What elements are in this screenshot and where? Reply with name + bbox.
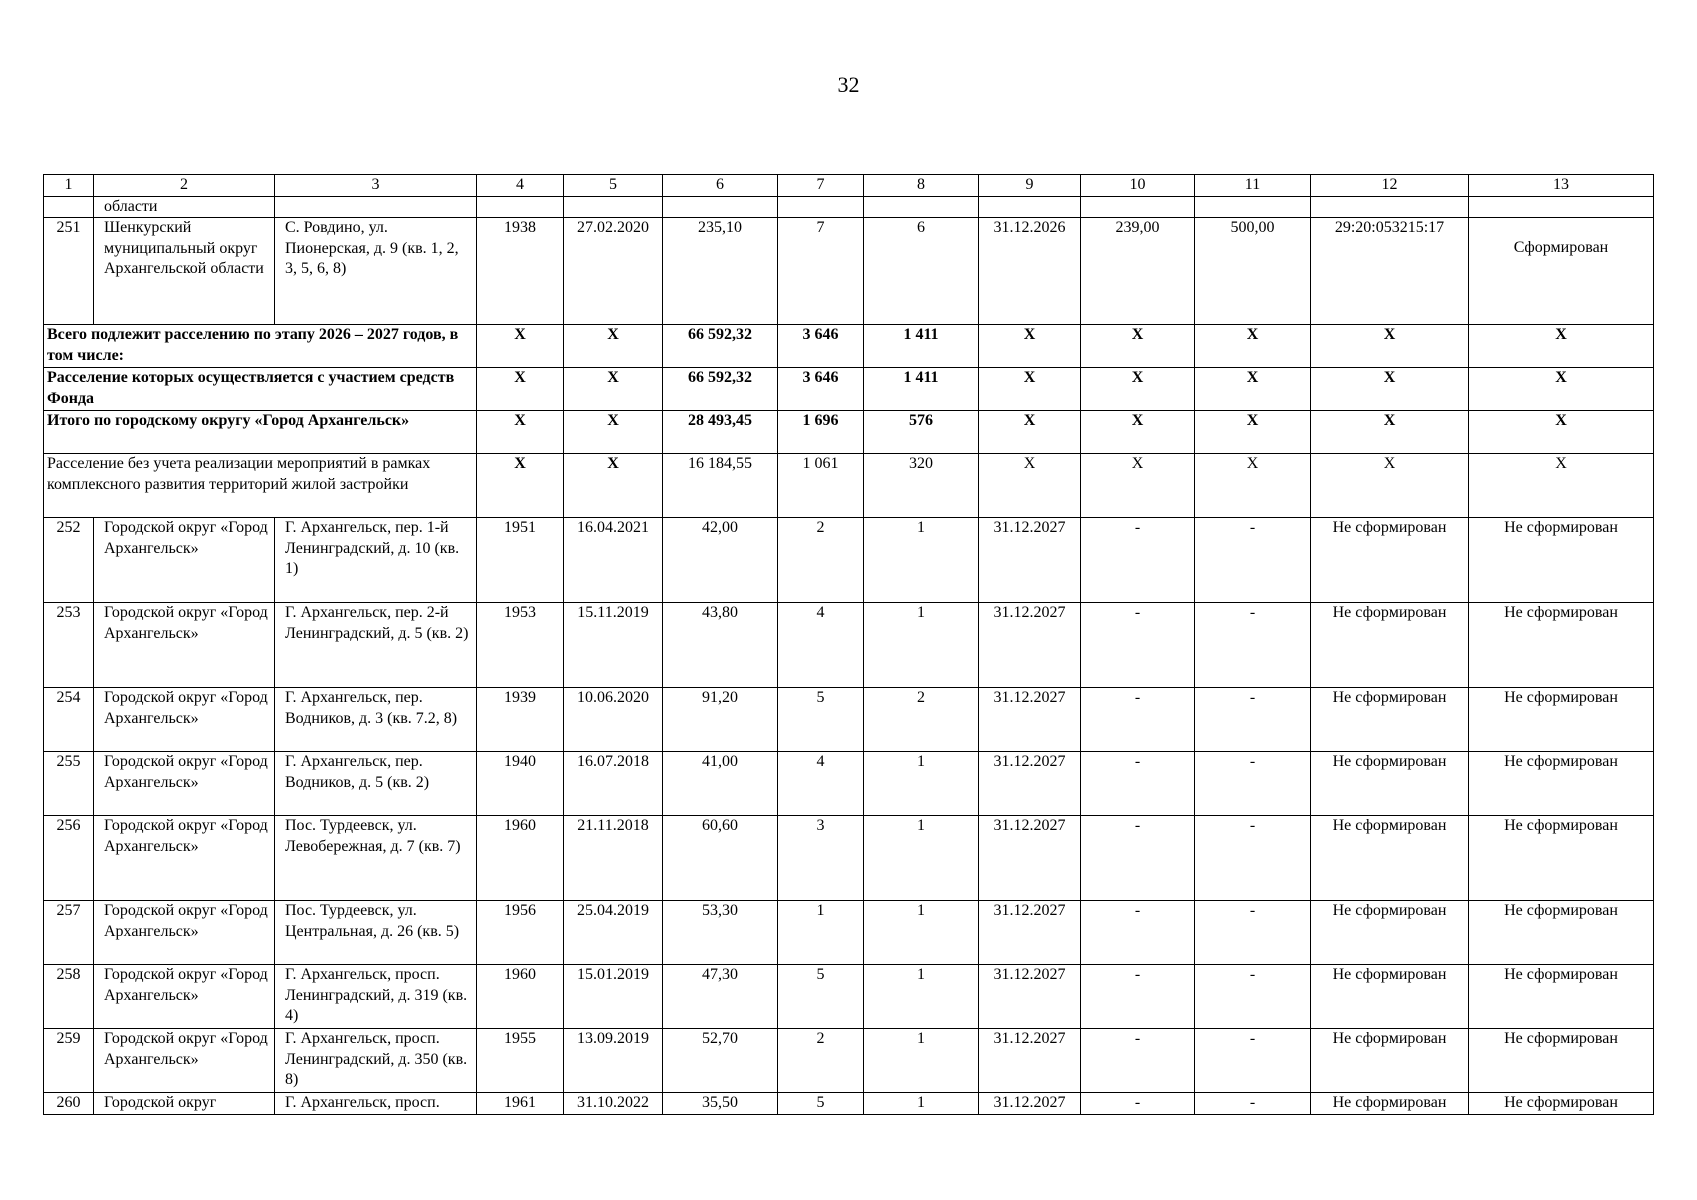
summary-area: 16 184,55	[663, 454, 778, 518]
table-row	[44, 1093, 1654, 1115]
municipality-cell: Городской округ «Город Архангельск»	[94, 901, 275, 965]
column-number: 9	[979, 175, 1081, 197]
date-cell: 15.01.2019	[564, 965, 663, 1029]
col10-cell: -	[1081, 965, 1195, 1029]
row-number: 260	[44, 1093, 94, 1115]
col7-cell: 1	[778, 901, 864, 965]
col13-cell: Не сформирован	[1469, 1029, 1654, 1093]
summary-cell: X	[1311, 368, 1469, 411]
municipality-cell: Городской округ «Город Архангельск»	[94, 816, 275, 901]
year-cell: 1938	[477, 218, 564, 325]
column-number: 5	[564, 175, 663, 197]
summary-cell: X	[1195, 411, 1311, 454]
col12-cell: Не сформирован	[1311, 518, 1469, 603]
col10-cell: -	[1081, 1029, 1195, 1093]
area-cell: 43,80	[663, 603, 778, 688]
year-cell: 1953	[477, 603, 564, 688]
continuation-row	[44, 196, 1654, 218]
summary-cell: X	[1081, 454, 1195, 518]
summary-area: 66 592,32	[663, 368, 778, 411]
summary-cell: 3 646	[778, 368, 864, 411]
col7-cell: 7	[778, 218, 864, 325]
address-cell: Г. Архангельск, пер. 1-й Ленинградский, д. 10 (кв. 1)	[275, 518, 477, 603]
area-cell: 35,50	[663, 1093, 778, 1115]
col8-cell: 2	[864, 688, 979, 752]
summary-cell: X	[564, 368, 663, 411]
summary-cell: X	[979, 411, 1081, 454]
col11-cell: -	[1195, 965, 1311, 1029]
summary-row	[44, 368, 1654, 411]
date-cell: 10.06.2020	[564, 688, 663, 752]
column-header-row	[44, 175, 1654, 197]
col7-cell: 2	[778, 1029, 864, 1093]
address-cell: С. Ровдино, ул. Пионерская, д. 9 (кв. 1, 2, 3, 5, 6, 8)	[275, 218, 477, 325]
summary-cell: X	[1469, 368, 1654, 411]
municipality-cell: Городской округ «Город Архангельск»	[94, 965, 275, 1029]
col10-cell: -	[1081, 1093, 1195, 1115]
row-number: 257	[44, 901, 94, 965]
summary-cell: X	[979, 454, 1081, 518]
year-cell: 1961	[477, 1093, 564, 1115]
date-cell: 25.04.2019	[564, 901, 663, 965]
col12-cell: Не сформирован	[1311, 901, 1469, 965]
summary-cell: X	[1081, 411, 1195, 454]
summary-cell: X	[477, 325, 564, 368]
row-number: 259	[44, 1029, 94, 1093]
column-number: 2	[94, 175, 275, 197]
address-cell: Пос. Турдеевск, ул. Левобережная, д. 7 (кв. 7)	[275, 816, 477, 901]
summary-row	[44, 454, 1654, 518]
page-number: 32	[837, 72, 860, 97]
summary-cell: 1 061	[778, 454, 864, 518]
address-cell: Г. Архангельск, просп. Ленинградский, д. 319 (кв. 4)	[275, 965, 477, 1029]
col11-cell: 500,00	[1195, 218, 1311, 325]
deadline-cell: 31.12.2027	[979, 965, 1081, 1029]
municipality-cell: Городской округ «Город Архангельск»	[94, 518, 275, 603]
date-cell: 31.10.2022	[564, 1093, 663, 1115]
col12-cell: Не сформирован	[1311, 965, 1469, 1029]
area-cell: 60,60	[663, 816, 778, 901]
year-cell: 1956	[477, 901, 564, 965]
row-number: 251	[44, 218, 94, 325]
deadline-cell: 31.12.2027	[979, 688, 1081, 752]
col8-cell: 1	[864, 752, 979, 816]
deadline-cell: 31.12.2027	[979, 752, 1081, 816]
table-row	[44, 688, 1654, 752]
deadline-cell: 31.12.2027	[979, 901, 1081, 965]
col13-cell: Не сформирован	[1469, 816, 1654, 901]
deadline-cell: 31.12.2027	[979, 603, 1081, 688]
date-cell: 27.02.2020	[564, 218, 663, 325]
column-number: 8	[864, 175, 979, 197]
col11-cell: -	[1195, 603, 1311, 688]
municipality-cell: Шенкурский муниципальный округ Архангельской области	[94, 218, 275, 325]
summary-cell: X	[564, 454, 663, 518]
col10-cell: -	[1081, 816, 1195, 901]
municipality-cell: Городской округ «Город Архангельск»	[94, 1029, 275, 1093]
summary-cell: X	[477, 411, 564, 454]
summary-label: Расселение без учета реализации мероприятий в рамках комплексного развития территорий жилой застройки	[44, 454, 477, 518]
address-cell: Г. Архангельск, просп.	[275, 1093, 477, 1115]
col10-cell: 239,00	[1081, 218, 1195, 325]
col13-cell: Не сформирован	[1469, 688, 1654, 752]
col11-cell: -	[1195, 752, 1311, 816]
summary-cell: X	[1469, 454, 1654, 518]
table-row	[44, 752, 1654, 816]
col8-cell: 1	[864, 965, 979, 1029]
col13-cell: Не сформирован	[1469, 603, 1654, 688]
date-cell: 15.11.2019	[564, 603, 663, 688]
row-number: 258	[44, 965, 94, 1029]
area-cell: 52,70	[663, 1029, 778, 1093]
summary-cell: X	[1469, 325, 1654, 368]
summary-label: Итого по городскому округу «Город Архангельск»	[44, 411, 477, 454]
deadline-cell: 31.12.2026	[979, 218, 1081, 325]
summary-cell: X	[564, 325, 663, 368]
area-cell: 53,30	[663, 901, 778, 965]
area-cell: 42,00	[663, 518, 778, 603]
col8-cell: 1	[864, 901, 979, 965]
summary-row	[44, 325, 1654, 368]
status-cell: Сформирован	[1469, 218, 1654, 325]
summary-cell: X	[1195, 368, 1311, 411]
address-cell: Г. Архангельск, просп. Ленинградский, д. 350 (кв. 8)	[275, 1029, 477, 1093]
year-cell: 1939	[477, 688, 564, 752]
year-cell: 1960	[477, 816, 564, 901]
year-cell: 1960	[477, 965, 564, 1029]
deadline-cell: 31.12.2027	[979, 518, 1081, 603]
deadline-cell: 31.12.2027	[979, 1093, 1081, 1115]
row-number: 254	[44, 688, 94, 752]
col7-cell: 5	[778, 688, 864, 752]
column-number: 11	[1195, 175, 1311, 197]
address-cell: Г. Архангельск, пер. Водников, д. 5 (кв. 2)	[275, 752, 477, 816]
col8-cell: 1	[864, 1029, 979, 1093]
summary-cell: X	[1469, 411, 1654, 454]
summary-cell: 1 411	[864, 368, 979, 411]
summary-cell: 320	[864, 454, 979, 518]
column-number: 4	[477, 175, 564, 197]
col7-cell: 5	[778, 965, 864, 1029]
summary-cell: X	[1081, 368, 1195, 411]
address-cell: Пос. Турдеевск, ул. Центральная, д. 26 (кв. 5)	[275, 901, 477, 965]
summary-row	[44, 411, 1654, 454]
col13-cell: Не сформирован	[1469, 752, 1654, 816]
summary-cell: 576	[864, 411, 979, 454]
summary-label: Всего подлежит расселению по этапу 2026 – 2027 годов, в том числе:	[44, 325, 477, 368]
area-cell: 47,30	[663, 965, 778, 1029]
date-cell: 21.11.2018	[564, 816, 663, 901]
row-number: 253	[44, 603, 94, 688]
col13-cell: Не сформирован	[1469, 1093, 1654, 1115]
year-cell: 1940	[477, 752, 564, 816]
date-cell: 16.04.2021	[564, 518, 663, 603]
col10-cell: -	[1081, 518, 1195, 603]
col7-cell: 4	[778, 752, 864, 816]
summary-cell: X	[1311, 411, 1469, 454]
address-cell: Г. Архангельск, пер. 2-й Ленинградский, д. 5 (кв. 2)	[275, 603, 477, 688]
municipality-cell: области	[94, 196, 275, 218]
area-cell: 41,00	[663, 752, 778, 816]
table-row	[44, 218, 1654, 325]
year-cell: 1951	[477, 518, 564, 603]
table-row	[44, 901, 1654, 965]
column-number: 13	[1469, 175, 1654, 197]
summary-cell: X	[1311, 454, 1469, 518]
col12-cell: Не сформирован	[1311, 1093, 1469, 1115]
col12-cell: Не сформирован	[1311, 752, 1469, 816]
col11-cell: -	[1195, 816, 1311, 901]
table-row	[44, 965, 1654, 1029]
col11-cell: -	[1195, 1093, 1311, 1115]
col8-cell: 1	[864, 603, 979, 688]
summary-label: Расселение которых осуществляется с участием средств Фонда	[44, 368, 477, 411]
col12-cell: Не сформирован	[1311, 603, 1469, 688]
summary-cell: 1 411	[864, 325, 979, 368]
column-number: 6	[663, 175, 778, 197]
col8-cell: 1	[864, 1093, 979, 1115]
year-cell: 1955	[477, 1029, 564, 1093]
summary-area: 66 592,32	[663, 325, 778, 368]
row-number: 256	[44, 816, 94, 901]
table-row	[44, 603, 1654, 688]
col7-cell: 5	[778, 1093, 864, 1115]
area-cell: 91,20	[663, 688, 778, 752]
col13-cell: Не сформирован	[1469, 901, 1654, 965]
summary-cell: X	[979, 325, 1081, 368]
row-number: 255	[44, 752, 94, 816]
col7-cell: 2	[778, 518, 864, 603]
municipality-cell: Городской округ «Город Архангельск»	[94, 603, 275, 688]
municipality-cell: Городской округ «Город Архангельск»	[94, 752, 275, 816]
municipality-cell: Городской округ	[94, 1093, 275, 1115]
col10-cell: -	[1081, 603, 1195, 688]
table-row	[44, 518, 1654, 603]
housing-table	[43, 174, 1654, 1115]
summary-cell: X	[1195, 325, 1311, 368]
summary-area: 28 493,45	[663, 411, 778, 454]
summary-cell: X	[564, 411, 663, 454]
col10-cell: -	[1081, 688, 1195, 752]
column-number: 1	[44, 175, 94, 197]
summary-cell: X	[1081, 325, 1195, 368]
col11-cell: -	[1195, 1029, 1311, 1093]
area-cell: 235,10	[663, 218, 778, 325]
col12-cell: Не сформирован	[1311, 1029, 1469, 1093]
table-row	[44, 1029, 1654, 1093]
cadastral-cell: 29:20:053215:17	[1311, 218, 1469, 325]
col7-cell: 3	[778, 816, 864, 901]
table-row	[44, 816, 1654, 901]
col11-cell: -	[1195, 688, 1311, 752]
col7-cell: 4	[778, 603, 864, 688]
deadline-cell: 31.12.2027	[979, 1029, 1081, 1093]
col13-cell: Не сформирован	[1469, 965, 1654, 1029]
col12-cell: Не сформирован	[1311, 688, 1469, 752]
address-cell: Г. Архангельск, пер. Водников, д. 3 (кв. 7.2, 8)	[275, 688, 477, 752]
municipality-cell: Городской округ «Город Архангельск»	[94, 688, 275, 752]
date-cell: 13.09.2019	[564, 1029, 663, 1093]
summary-cell: 1 696	[778, 411, 864, 454]
col11-cell: -	[1195, 901, 1311, 965]
column-number: 12	[1311, 175, 1469, 197]
summary-cell: X	[477, 454, 564, 518]
col8-cell: 1	[864, 518, 979, 603]
summary-cell: X	[1195, 454, 1311, 518]
date-cell: 16.07.2018	[564, 752, 663, 816]
summary-cell: X	[477, 368, 564, 411]
col12-cell: Не сформирован	[1311, 816, 1469, 901]
column-number: 3	[275, 175, 477, 197]
deadline-cell: 31.12.2027	[979, 816, 1081, 901]
summary-cell: X	[1311, 325, 1469, 368]
col10-cell: -	[1081, 901, 1195, 965]
summary-cell: X	[979, 368, 1081, 411]
col11-cell: -	[1195, 518, 1311, 603]
column-number: 7	[778, 175, 864, 197]
summary-cell: 3 646	[778, 325, 864, 368]
col10-cell: -	[1081, 752, 1195, 816]
col8-cell: 1	[864, 816, 979, 901]
column-number: 10	[1081, 175, 1195, 197]
col13-cell: Не сформирован	[1469, 518, 1654, 603]
row-number: 252	[44, 518, 94, 603]
col8-cell: 6	[864, 218, 979, 325]
